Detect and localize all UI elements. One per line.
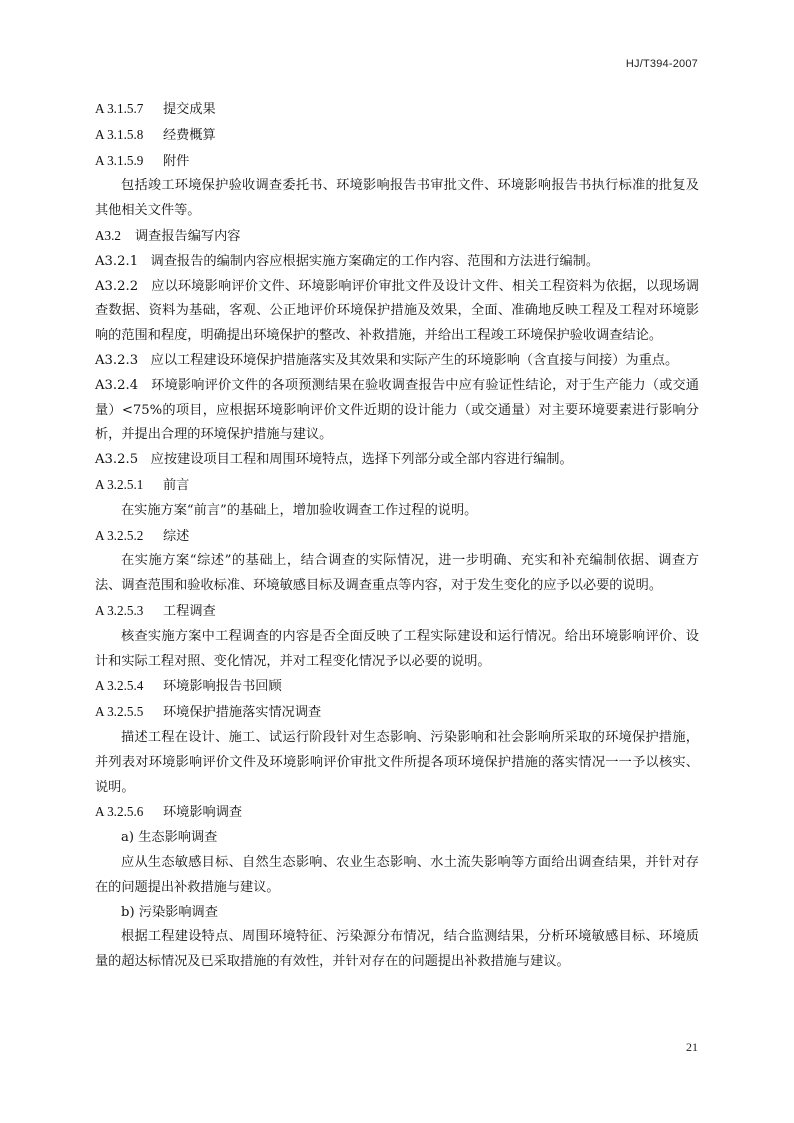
clause-number: A3.2.4 xyxy=(95,377,139,393)
subitem-label: a) xyxy=(121,830,135,846)
clause-a324 xyxy=(95,374,699,448)
section-number: A 3.2.5.2 xyxy=(95,527,144,543)
section-title: 调查报告编写内容 xyxy=(135,228,241,244)
paragraph-attachments: 包括竣工环境保护验收调查委托书、环境影响报告书审批文件、环境影响报告书执行标准的批复及其他相关文件等。 xyxy=(95,178,699,219)
heading-a31559 xyxy=(95,149,699,175)
section-number: A 3.2.5.4 xyxy=(95,678,144,694)
section-title: 附件 xyxy=(163,153,190,169)
standard-code-header: HJ/T394-2007 xyxy=(625,58,698,70)
section-title: 提交成果 xyxy=(163,102,216,117)
heading-a3255 xyxy=(95,700,699,726)
section-number: A3.2 xyxy=(95,227,122,243)
clause-number: A3.2.5 xyxy=(95,452,139,468)
clause-text: 环境影响评价文件的各项预测结果在验收调查报告中应有验证性结论，对于生产能力（或交通量）<75%的项目，应根据环境影响评价文件近期的设计能力（或交通量）对主要环境要素进行影响分析，并提出合理的环境保护措施与建议。 xyxy=(95,377,699,443)
section-title: 工程调查 xyxy=(163,603,216,619)
subitem-b xyxy=(95,901,699,926)
section-title: 前言 xyxy=(163,477,190,493)
clause-text: 应以环境影响评价文件、环境影响评价审批文件及设计文件、相关工程资料为依据，以现场调查数据、资料为基础，客观、公正地评价环境保护措施及效果，全面、准确地反映工程及工程对环境影响的范围和程度，明确提出环境保护的整改、补救措施，并给出工程竣工环境保护验收调查结论。 xyxy=(95,278,699,344)
paragraph-pollution-survey: 根据工程建设特点、周围环境特征、污染源分布情况，结合监测结果，分析环境敏感目标、环境质量的超达标情况及已采取措施的有效性，并针对存在的问题提出补救措施与建议。 xyxy=(95,929,699,970)
clause-text: 应按建设项目工程和周围环境特点，选择下列部分或全部内容进行编制。 xyxy=(150,452,573,468)
section-number: A 3.2.5.3 xyxy=(95,602,144,618)
section-title: 环境影响调查 xyxy=(163,805,243,821)
clause-text: 应以工程建设环境保护措施落实及其效果和实际产生的环境影响（含直接与间接）为重点。 xyxy=(150,352,679,368)
heading-a3253 xyxy=(95,599,699,625)
paragraph-preface: 在实施方案“前言”的基础上，增加验收调查工作过程的说明。 xyxy=(121,502,478,518)
section-number: A 3.1.5.9 xyxy=(95,152,144,168)
clause-text: 调查报告的编制内容应根据实施方案确定的工作内容、范围和方法进行编制。 xyxy=(150,253,600,269)
section-number: A 3.1.5.7 xyxy=(95,101,144,116)
section-number: A 3.1.5.8 xyxy=(95,126,144,142)
clause-number: A3.2.2 xyxy=(95,278,139,294)
document-body xyxy=(95,97,699,975)
clause-a322 xyxy=(95,275,699,349)
section-title: 环境保护措施落实情况调查 xyxy=(163,705,322,721)
section-number: A 3.2.5.5 xyxy=(95,704,144,720)
heading-a32 xyxy=(95,224,699,250)
section-title: 环境影响报告书回顾 xyxy=(163,679,282,695)
page-number: 21 xyxy=(686,1040,698,1054)
section-title: 经费概算 xyxy=(163,127,216,143)
section-title: 综述 xyxy=(163,528,190,544)
section-number: A 3.2.5.1 xyxy=(95,476,144,492)
heading-a3251 xyxy=(95,473,699,499)
subitem-title: 污染影响调查 xyxy=(138,904,218,920)
paragraph-engineering-survey: 核查实施方案中工程调查的内容是否全面反映了工程实际建设和运行情况。给出环境影响评价、设计和实际工程对照、变化情况，并对工程变化情况予以必要的说明。 xyxy=(95,628,699,669)
section-number: A 3.2.5.6 xyxy=(95,804,144,820)
clause-number: A3.2.3 xyxy=(95,352,139,368)
heading-a31558 xyxy=(95,123,699,149)
heading-a3256 xyxy=(95,800,699,826)
heading-a3254 xyxy=(95,674,699,700)
subitem-label: b) xyxy=(121,904,135,920)
clause-a325 xyxy=(95,448,699,473)
paragraph-measures-survey: 描述工程在设计、施工、试运行阶段针对生态影响、污染影响和社会影响所采取的环境保护措施，并列表对环境影响评价文件及环境影响评价审批文件所提各项环境保护措施的落实情况一一予以核实、说明。 xyxy=(95,729,699,795)
heading-a31557 xyxy=(95,97,699,123)
clause-a321 xyxy=(95,250,699,275)
clause-number: A3.2.1 xyxy=(95,253,139,269)
clause-a323 xyxy=(95,349,699,374)
subitem-a xyxy=(95,826,699,851)
paragraph-overview: 在实施方案“综述”的基础上，结合调查的实际情况，进一步明确、充实和补充编制依据、调查方法、调查范围和验收标准、环境敏感目标及调查重点等内容，对于发生变化的应予以必要的说明。 xyxy=(95,553,699,594)
paragraph-ecological-survey: 应从生态敏感目标、自然生态影响、农业生态影响、水土流失影响等方面给出调查结果，并针对存在的问题提出补救措施与建议。 xyxy=(95,854,699,895)
heading-a3252 xyxy=(95,524,699,550)
subitem-title: 生态影响调查 xyxy=(138,830,218,846)
